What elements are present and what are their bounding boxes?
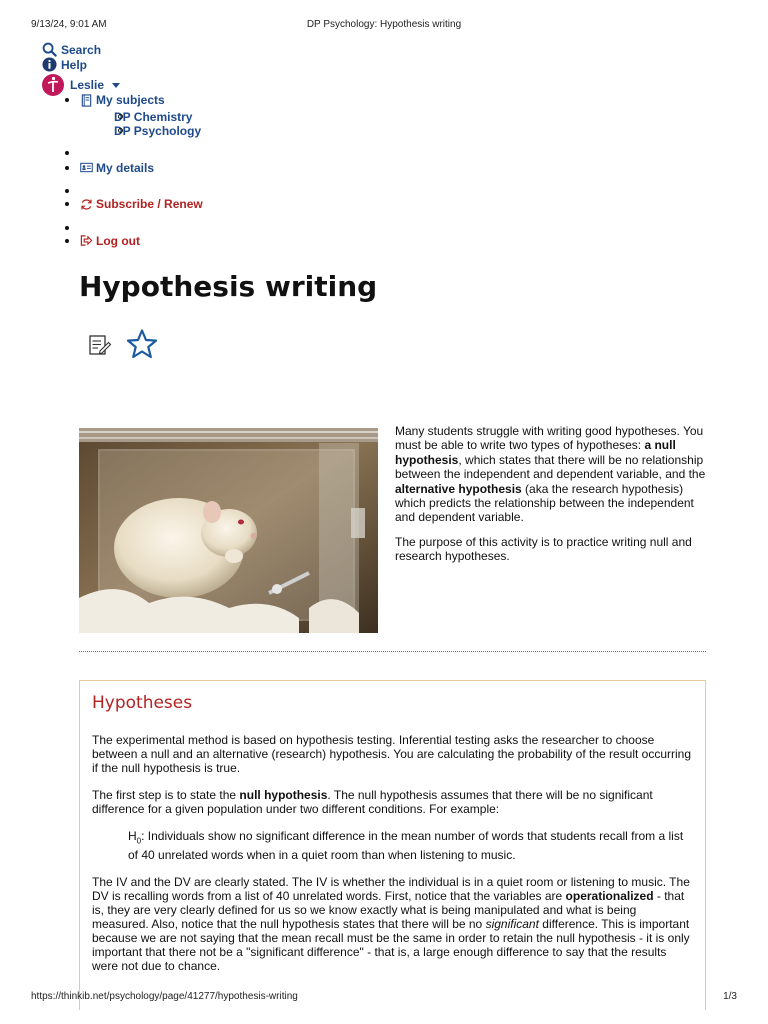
caret-down-icon bbox=[112, 83, 120, 88]
subject-link-dp-psychology[interactable]: DP Psychology bbox=[114, 123, 202, 138]
id-card-icon bbox=[80, 161, 93, 174]
menu-empty-item bbox=[64, 184, 364, 197]
page-title: Hypothesis writing bbox=[79, 270, 378, 303]
help-link[interactable] bbox=[42, 57, 120, 72]
avatar-icon bbox=[46, 76, 60, 94]
intro-paragraph-1 bbox=[395, 424, 710, 525]
print-page-number: 1/3 bbox=[723, 991, 737, 1002]
card-text-segment: difference. This is important because we are not saying that the mean recall must be the same in order to retain the null hypothesis - it is only important that there not be a "significant difference" - that is, a large enough difference to say that the results were not due to chance. bbox=[92, 917, 690, 974]
search-icon bbox=[42, 42, 57, 57]
subject-item bbox=[96, 110, 364, 124]
book-icon bbox=[80, 94, 93, 107]
card-heading: Hypotheses bbox=[92, 693, 193, 713]
print-title: DP Psychology: Hypothesis writing bbox=[306, 19, 462, 30]
card-text-segment: The IV and the DV are clearly stated. The IV is whether the individual is in a quiet room or listening to music. The DV is recalling words from a list of 40 unrelated words. First, notice that the variables are bbox=[92, 875, 690, 904]
top-navigation bbox=[42, 42, 120, 96]
intro-text-segment: (aka the research hypothesis) which predicts the relationship between the independent and dependent variable. bbox=[395, 481, 694, 525]
subjects-list bbox=[96, 110, 364, 138]
intro-paragraph-2: The purpose of this activity is to practice writing null and research hypotheses. bbox=[395, 534, 692, 564]
term-null-hypothesis: a null hypothesis bbox=[395, 438, 676, 467]
subscribe-label: Subscribe / Renew bbox=[96, 197, 203, 211]
card-text-segment: . The null hypothesis assumes that there will be no significant difference for a given population under two different conditions. For example: bbox=[92, 788, 653, 816]
search-label: Search bbox=[61, 42, 102, 57]
menu-empty-item bbox=[64, 146, 364, 159]
card-paragraph-1: The experimental method is based on hypothesis testing. Inferential testing asks the researcher to choose between a null and an alternative (research) hypothesis. You are calculating the probability of the result occurring if the null hypothesis is true. bbox=[92, 733, 692, 775]
h0-symbol: H bbox=[128, 829, 137, 843]
logout-link[interactable] bbox=[80, 234, 140, 248]
help-label: Help bbox=[61, 57, 88, 72]
my-subjects-link[interactable] bbox=[80, 93, 165, 107]
page-actions bbox=[88, 328, 158, 360]
intro-text bbox=[395, 424, 710, 574]
logout-icon bbox=[80, 234, 93, 247]
print-header bbox=[31, 19, 737, 33]
my-subjects-label: My subjects bbox=[96, 93, 165, 107]
user-dropdown-menu bbox=[64, 93, 364, 250]
card-paragraph-2 bbox=[92, 788, 693, 816]
intro-text-segment: Many students struggle with writing good hypotheses. You must be able to write two types of hypotheses: bbox=[395, 424, 704, 453]
term-operationalized: operationalized bbox=[565, 889, 654, 904]
refresh-icon bbox=[80, 198, 93, 211]
user-name: Leslie bbox=[70, 78, 105, 92]
avatar bbox=[42, 74, 64, 96]
menu-item-logout bbox=[64, 234, 364, 251]
info-icon bbox=[42, 57, 57, 72]
star-icon[interactable] bbox=[126, 328, 158, 360]
menu-item-my-details bbox=[64, 161, 364, 178]
h0-text: : Individuals show no significant difference in the mean number of words that students recall from a list of 40 unrelated words when in a quiet room than when listening to music. bbox=[128, 829, 684, 863]
subject-item bbox=[96, 124, 364, 138]
print-footer bbox=[31, 991, 737, 1005]
my-details-label: My details bbox=[96, 160, 155, 175]
notes-icon[interactable] bbox=[88, 332, 112, 356]
null-hypothesis-example bbox=[128, 829, 693, 862]
rat-photo bbox=[79, 428, 378, 633]
print-datetime: 9/13/24, 9:01 AM bbox=[31, 19, 107, 30]
term-null-hypothesis: null hypothesis bbox=[239, 788, 328, 802]
intro-text-segment: , which states that there will be no relationship between the independent and dependent variable, and the bbox=[395, 452, 706, 482]
menu-item-my-subjects bbox=[64, 93, 364, 138]
term-significant: significant bbox=[485, 917, 539, 932]
section-divider bbox=[79, 651, 706, 652]
menu-item-subscribe bbox=[64, 197, 364, 214]
subject-link-dp-chemistry[interactable]: DP Chemistry bbox=[114, 109, 193, 124]
card-text-segment: - that is, they are very clearly defined for us so we know exactly what is being manipulated and what is being measured. Also, notice that the null hypothesis states that there will be no bbox=[92, 889, 685, 932]
term-alternative-hypothesis: alternative hypothesis bbox=[395, 481, 522, 496]
menu-empty-item bbox=[64, 221, 364, 234]
card-paragraph-4 bbox=[92, 875, 693, 973]
search-link[interactable] bbox=[42, 42, 120, 57]
logout-label: Log out bbox=[96, 233, 140, 248]
print-url: https://thinkib.net/psychology/page/41277/hypothesis-writing bbox=[31, 991, 298, 1002]
my-details-link[interactable] bbox=[80, 161, 154, 175]
h0-subscript: 0 bbox=[136, 836, 142, 846]
hero-image-rat-in-cage bbox=[79, 428, 378, 633]
card-text-segment: The first step is to state the bbox=[92, 788, 240, 802]
subscribe-renew-link[interactable] bbox=[80, 197, 203, 211]
hypotheses-card bbox=[79, 680, 706, 1010]
